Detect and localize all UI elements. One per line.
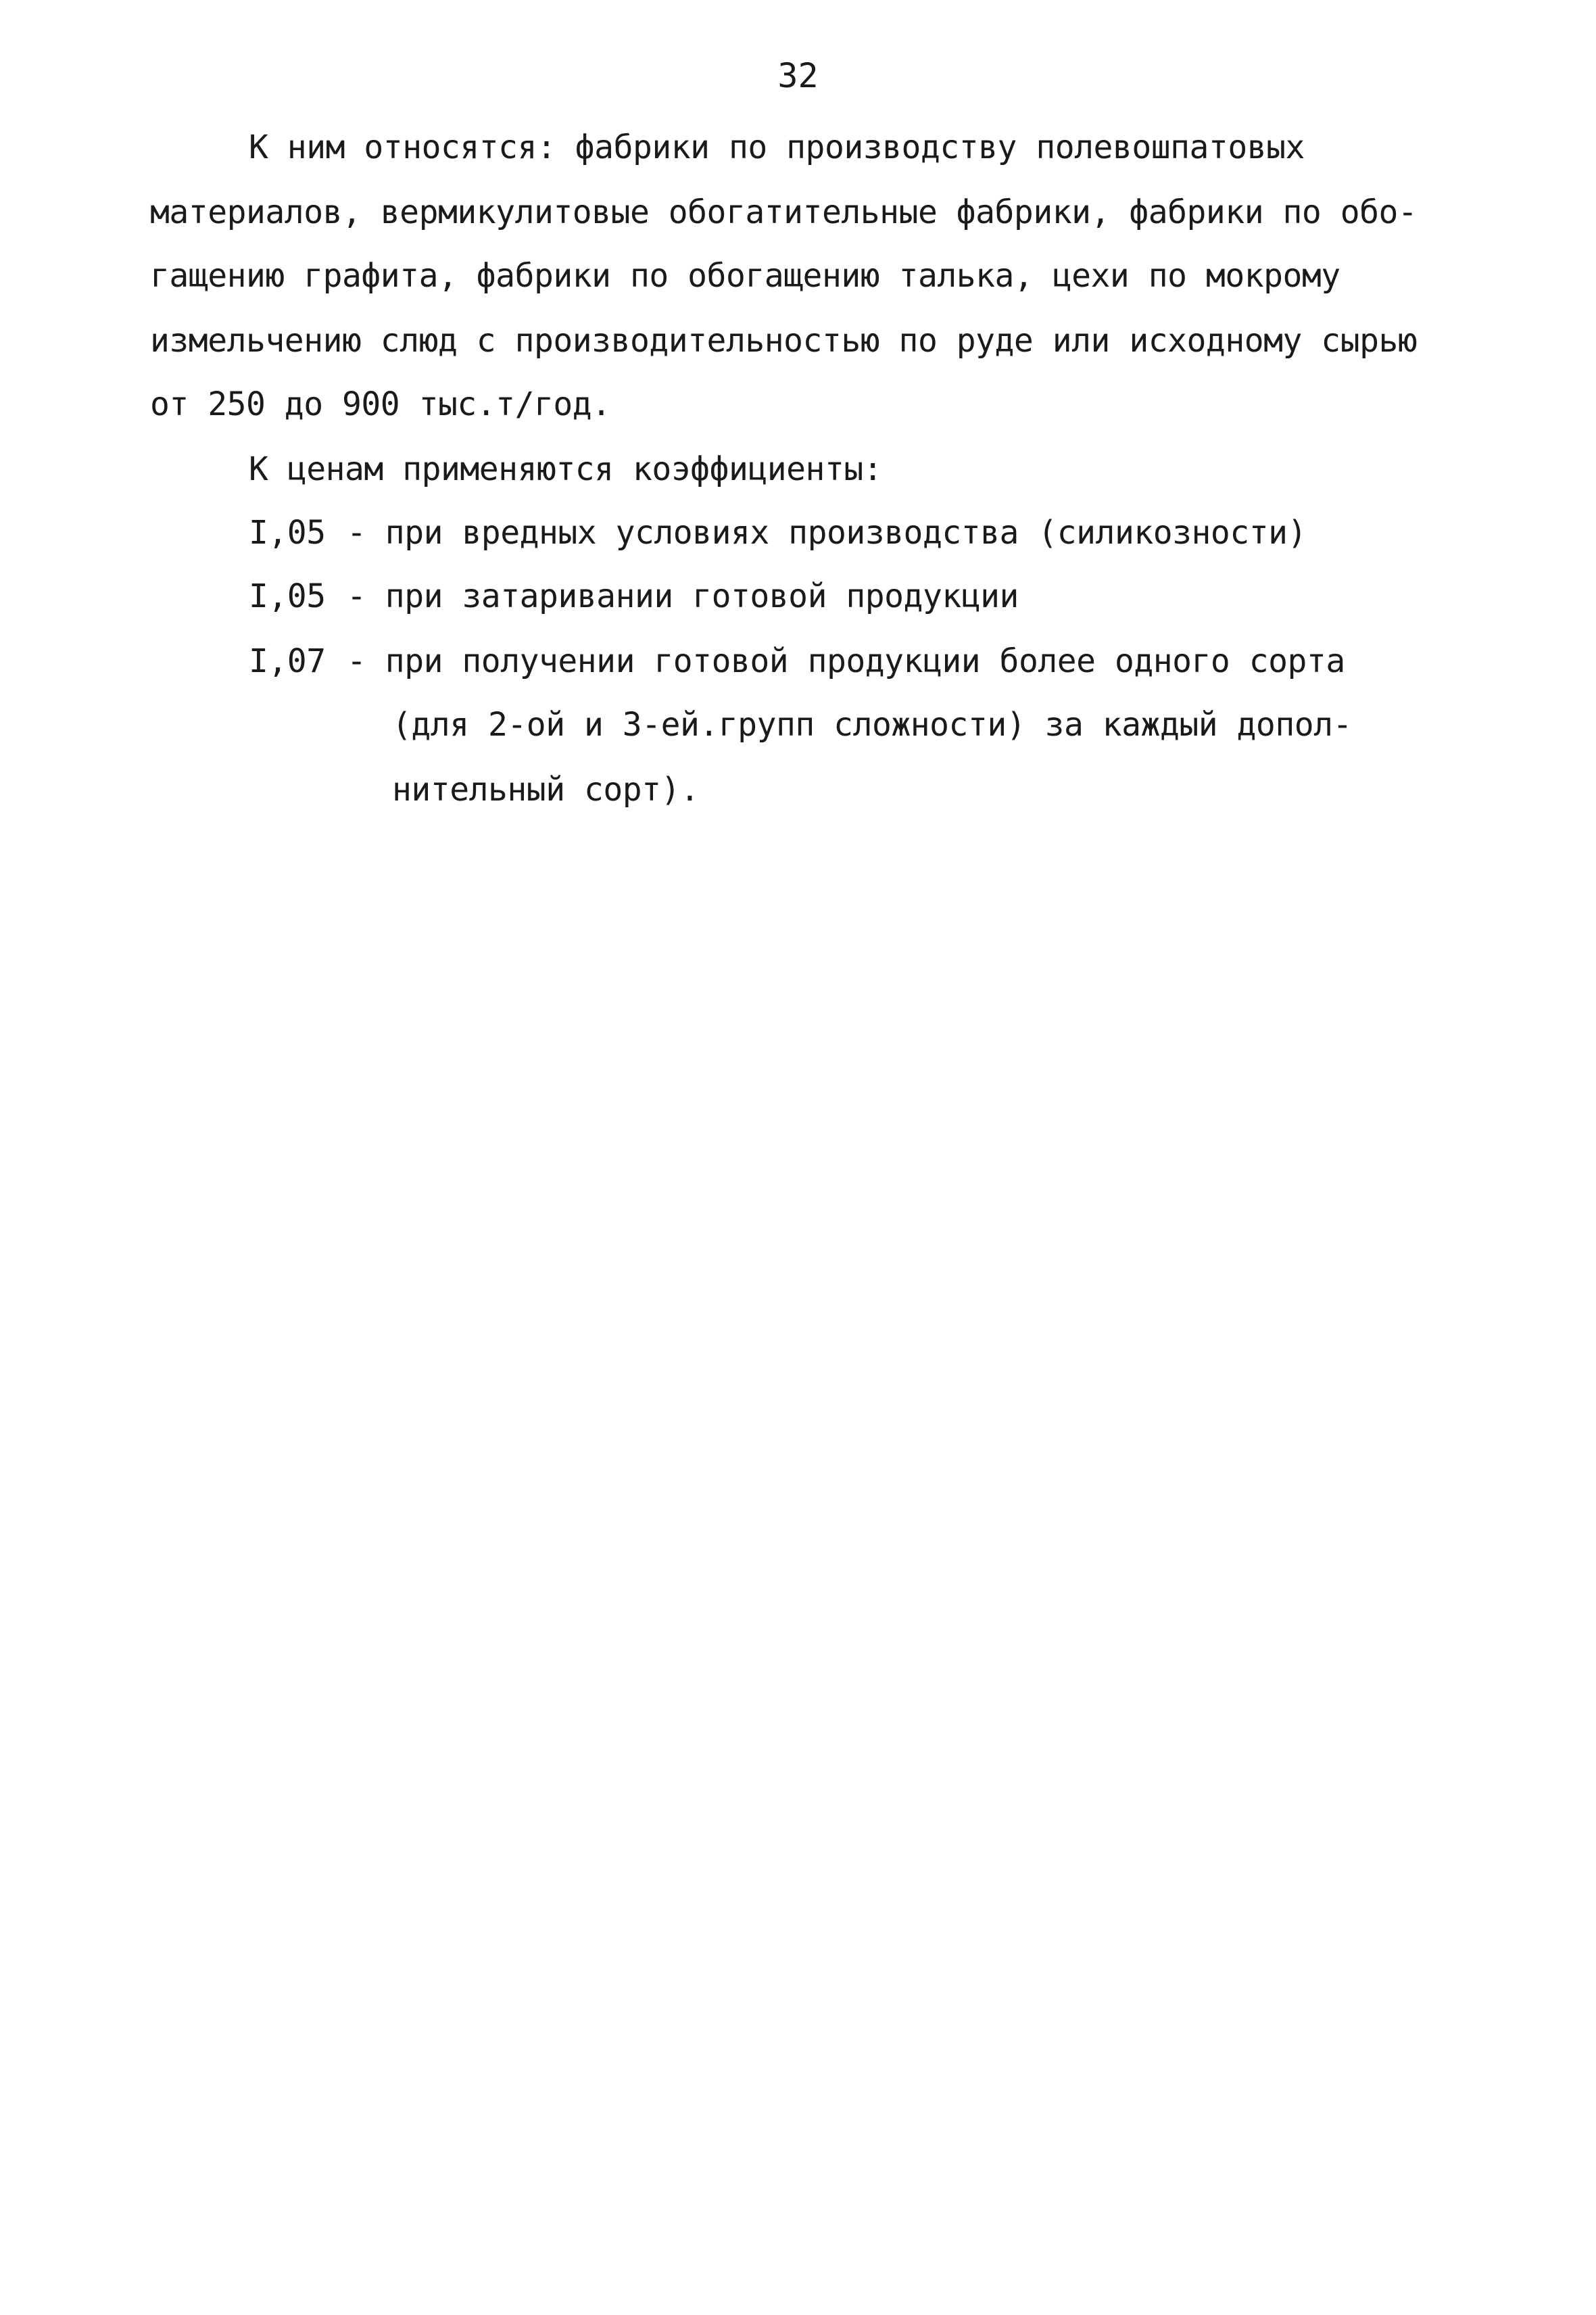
coefficient-description: - при получении готовой продукции более одного сорта xyxy=(347,642,1345,680)
coefficient-description: - при затаривании готовой продукции xyxy=(347,577,1019,615)
paragraph-line: К ним относятся: фабрики по производству полевошпатовых xyxy=(249,128,1305,166)
paragraph-line: от 250 до 900 тыс.т/год. xyxy=(150,385,611,423)
coefficient-value: I,05 xyxy=(249,577,326,615)
coefficients-intro: К ценам применяются коэффициенты: xyxy=(249,450,883,488)
coefficient-continuation: (для 2-ой и 3-ей.групп сложности) за каждый допол- xyxy=(392,706,1352,744)
coefficient-value: I,05 xyxy=(249,514,326,552)
paragraph-line: материалов, вермикулитовые обогатительные фабрики, фабрики по обо- xyxy=(150,193,1418,231)
coefficient-continuation: нительный сорт). xyxy=(392,771,700,809)
page-number: 32 xyxy=(777,56,819,95)
coefficient-description: - при вредных условиях производства (силикозности) xyxy=(347,514,1307,552)
paragraph-line: гащению графита, фабрики по обогащению талька, цехи по мокрому xyxy=(150,257,1340,295)
paragraph-line: измельчению слюд с производительностью по руде или исходному сырью xyxy=(150,322,1418,360)
coefficient-value: I,07 xyxy=(249,642,326,680)
